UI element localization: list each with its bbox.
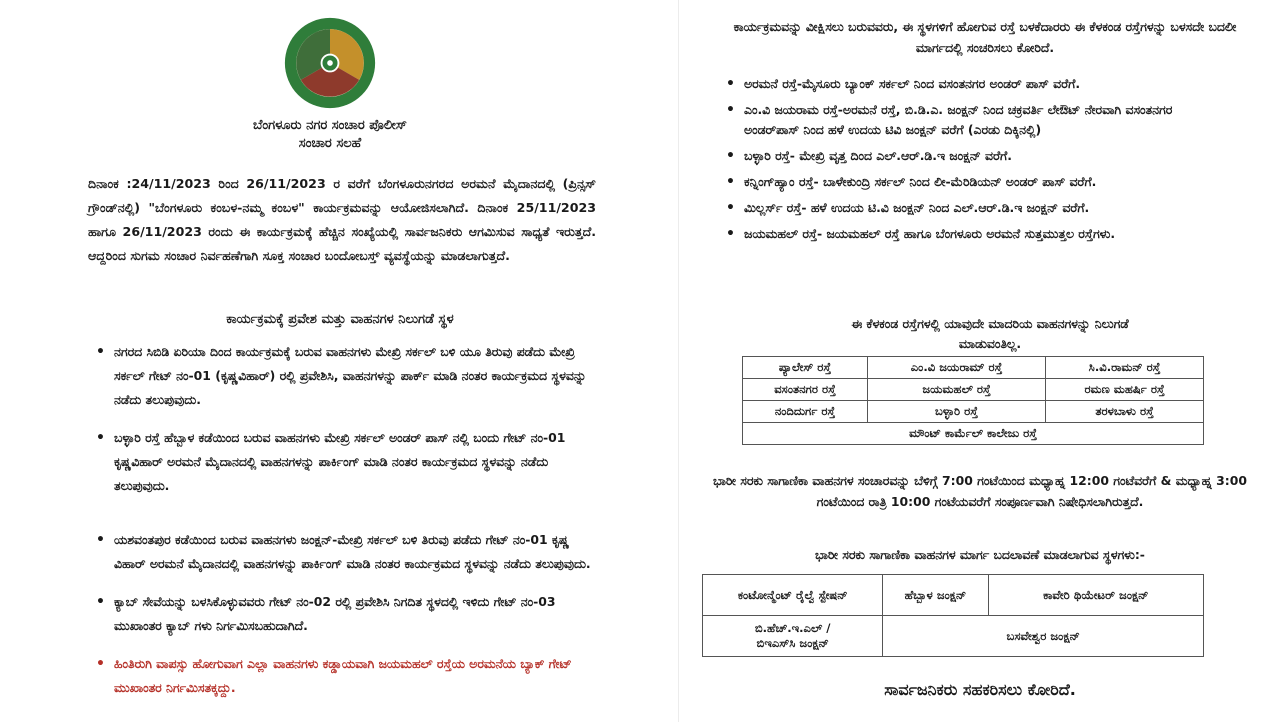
list-item: • ಮಿಲ್ಲರ್ಸ್ ರಸ್ತೆ- ಹಳೆ ಉದಯ ಟಿ.ವಿ ಜಂಕ್ಷನ್ ನಿಂದ ಎಲ್.ಆರ್.ಡಿ.ಇ ಜಂಕ್ಷನ್ ವರೆಗೆ.	[726, 200, 1090, 216]
table-cell: ಪ್ಯಾಲೇಸ್ ರಸ್ತೆ	[743, 357, 868, 379]
table-row	[743, 423, 1204, 445]
road-list	[722, 74, 1212, 244]
table-cell: ಮೌಂಟ್ ಕಾರ್ಮೆಲ್ ಕಾಲೇಜು ರಸ್ತೆ	[743, 423, 1204, 445]
traffic-police-emblem-icon	[283, 16, 377, 110]
cell-line: ಬಿಇಎಸ್‌ಸಿ ಜಂಕ್ಷನ್	[756, 636, 829, 650]
list-item: • ಎಂ.ವಿ ಜಯರಾಮ ರಸ್ತೆ-ಅರಮನೆ ರಸ್ತೆ, ಬಿ.ಡಿ.ಎ. ಜಂಕ್ಷನ್ ನಿಂದ ಚಕ್ರವರ್ತಿ ಲೇಔಟ್ ನೇರವಾಗಿ ವಸಂತನಗರ ಅಂಡರ್‌ಪಾಸ್ ನಿಂದ ಹಳೆ ಉದಯ ಟಿವಿ ಜಂಕ್ಷನ್ ವರೆಗೆ (ಎರಡು ದಿಕ್ಕಿನಲ್ಲಿ)	[726, 102, 1173, 137]
table-cell: ಹೆಬ್ಬಾಳ ಜಂಕ್ಷನ್	[883, 575, 988, 616]
diversion-table	[702, 574, 1204, 657]
header-subtitle: ಸಂಚಾರ ಸಲಹೆ	[298, 136, 362, 151]
table-cell: ತರಳಬಾಳು ರಸ್ತೆ	[1046, 401, 1204, 423]
list-item: • ನಗರದ ಸಿಬಿಡಿ ಏರಿಯಾ ದಿಂದ ಕಾರ್ಯಕ್ರಮಕ್ಕೆ ಬರುವ ವಾಹನಗಳು ಮೇಖ್ರಿ ಸರ್ಕಲ್ ಬಳಿ ಯೂ ತಿರುವು ಪಡೆದು ಮೇಖ್ರಿ ಸರ್ಕಲ್ ಗೇಟ್ ನಂ-01 (ಕೃಷ್ಣವಿಹಾರ್) ರಲ್ಲಿ ಪ್ರವೇಶಿಸಿ, ವಾಹನಗಳನ್ನು ಪಾರ್ಕ್ ಮಾಡಿ ನಂತರ ಕಾರ್ಯಕ್ರಮದ ಸ್ಥಳವನ್ನು ನಡೆದು ತಲುಪುವುದು.	[96, 344, 587, 407]
exit-warning-item: • ಹಿಂತಿರುಗಿ ವಾಪಸ್ಸು ಹೋಗುವಾಗ ಎಲ್ಲಾ ವಾಹನಗಳು ಕಡ್ಡಾಯವಾಗಿ ಜಯಮಹಲ್ ರಸ್ತೆಯ ಅರಮನೆಯ ಬ್ಯಾಕ್ ಗೇಟ್ ಮುಖಾಂತರ ನಿರ್ಗಮಿಸತಕ್ಕದ್ದು.	[96, 656, 572, 695]
table-row	[703, 616, 1204, 657]
entry-list	[92, 340, 592, 700]
list-item: • ಅರಮನೆ ರಸ್ತೆ-ಮೈಸೂರು ಬ್ಯಾಂಕ್ ಸರ್ಕಲ್ ನಿಂದ ವಸಂತನಗರ ಅಂಡರ್ ಪಾಸ್ ವರೆಗೆ.	[726, 76, 1081, 92]
table-cell: ಕಾವೇರಿ ಥಿಯೇಟರ್ ಜಂಕ್ಷನ್	[988, 575, 1203, 616]
avoid-roads-intro: ಕಾರ್ಯಕ್ರಮವನ್ನು ವೀಕ್ಷಿಸಲು ಬರುವವರು, ಈ ಸ್ಥಳಗಳಿಗೆ ಹೋಗುವ ರಸ್ತೆ ಬಳಕೆದಾರರು ಈ ಕೆಳಕಂಡ ರಸ್ತೆಗಳನ್ನು ಬಳಸದೇ ಬದಲೀ ಮಾರ್ಗದಲ್ಲಿ ಸಂಚರಿಸಲು ಕೋರಿದೆ.	[733, 19, 1237, 55]
list-item: • ಜಯಮಹಲ್ ರಸ್ತೆ- ಜಯಮಹಲ್ ರಸ್ತೆ ಹಾಗೂ ಬೆಂಗಳೂರು ಅರಮನೆ ಸುತ್ತಮುತ್ತಲ ರಸ್ತೆಗಳು.	[726, 226, 1116, 242]
table-cell: ರಮಣ ಮಹರ್ಷಿ ರಸ್ತೆ	[1046, 379, 1204, 401]
diversion-heading: ಭಾರೀ ಸರಕು ಸಾಗಾಣಿಕಾ ವಾಹನಗಳ ಮಾರ್ಗ ಬದಲಾವಣೆ ಮಾಡಲಾಗುವ ಸ್ಥಳಗಳು:-	[815, 547, 1145, 562]
list-item: • ಬಳ್ಳಾರಿ ರಸ್ತೆ- ಮೇಖ್ರಿ ವೃತ್ತ ದಿಂದ ಎಲ್.ಆರ್.ಡಿ.ಇ ಜಂಕ್ಷನ್ ವರೆಗೆ.	[726, 148, 1012, 164]
section-heading: ಕಾರ್ಯಕ್ರಮಕ್ಕೆ ಪ್ರವೇಶ ಮತ್ತು ವಾಹನಗಳ ನಿಲುಗಡೆ ಸ್ಥಳ	[226, 312, 454, 327]
list-item: • ಕ್ಯಾಬ್ ಸೇವೆಯನ್ನು ಬಳಸಿಕೊಳ್ಳುವವರು ಗೇಟ್ ನಂ-02 ರಲ್ಲಿ ಪ್ರವೇಶಿಸಿ ನಿಗದಿತ ಸ್ಥಳದಲ್ಲಿ ಇಳಿದು ಗೇಟ್ ನಂ-03 ಮುಖಾಂತರ ಕ್ಯಾಬ್ ಗಳು ನಿರ್ಗಮಿಸಬಹುದಾಗಿದೆ.	[96, 594, 556, 633]
table-row	[743, 357, 1204, 379]
list-item: • ಬಳ್ಳಾರಿ ರಸ್ತೆ ಹೆಬ್ಬಾಳ ಕಡೆಯಿಂದ ಬರುವ ವಾಹನಗಳು ಮೇಖ್ರಿ ಸರ್ಕಲ್ ಅಂಡರ್ ಪಾಸ್ ನಲ್ಲಿ ಬಂದು ಗೇಟ್ ನಂ-01 ಕೃಷ್ಣವಿಹಾರ್ ಅರಮನೆ ಮೈದಾನದಲ್ಲಿ ವಾಹನಗಳನ್ನು ಪಾರ್ಕಿಂಗ್ ಮಾಡಿ ನಂತರ ಕಾರ್ಯಕ್ರಮದ ಸ್ಥಳವನ್ನು ನಡೆದು ತಲುಪುವುದು.	[96, 430, 566, 493]
table-row	[743, 379, 1204, 401]
cell-line: ಬಿ.ಹೆಚ್.ಇ.ಎಲ್ /	[754, 621, 831, 635]
table-cell: ಜಯಮಹಲ್ ರಸ್ತೆ	[867, 379, 1045, 401]
list-item: • ಯಶವಂತಪುರ ಕಡೆಯಿಂದ ಬರುವ ವಾಹನಗಳು ಜಂಕ್ಷನ್-ಮೇಖ್ರಿ ಸರ್ಕಲ್ ಬಳಿ ತಿರುವು ಪಡೆದು ಗೇಟ್ ನಂ-01 ಕೃಷ್ಣ ವಿಹಾರ್ ಅರಮನೆ ಮೈದಾನದಲ್ಲಿ ವಾಹನಗಳನ್ನು ಪಾರ್ಕಿಂಗ್ ಮಾಡಿ ನಂತರ ಕಾರ್ಯಕ್ರಮದ ಸ್ಥಳವನ್ನು ನಡೆದು ತಲುಪುವುದು.	[96, 532, 591, 571]
intro-paragraph: ದಿನಾಂಕ :24/11/2023 ರಿಂದ 26/11/2023 ರ ವರೆಗೆ ಬೆಂಗಳೂರುನಗರದ ಅರಮನೆ ಮೈದಾನದಲ್ಲಿ (ಪ್ರಿನ್ಸಸ್ ಗ್ರೌಂಡ್‌ನಲ್ಲಿ) "ಬೆಂಗಳೂರು ಕಂಬಳ-ನಮ್ಮ ಕಂಬಳ" ಕಾರ್ಯಕ್ರಮವನ್ನು ಆಯೋಜಿಸಲಾಗಿದೆ. ದಿನಾಂಕ 25/11/2023 ಹಾಗೂ 26/11/2023 ರಂದು ಈ ಕಾರ್ಯಕ್ರಮಕ್ಕೆ ಹೆಚ್ಚಿನ ಸಂಖ್ಯೆಯಲ್ಲಿ ಸಾರ್ವಜನಿಕರು ಆಗಮಿಸುವ ಸಾಧ್ಯತೆ ಇರುತ್ತದೆ. ಆದ್ದರಿಂದ ಸುಗಮ ಸಂಚಾರ ನಿರ್ವಹಣೆಗಾಗಿ ಸೂಕ್ತ ಸಂಚಾರ ಬಂದೋಬಸ್ತ್ ವ್ಯವಸ್ಥೆಯನ್ನು ಮಾಡಲಾಗುತ್ತದೆ.	[88, 176, 596, 263]
page-divider	[678, 0, 679, 722]
no-parking-table	[742, 356, 1204, 445]
header-title: ಬೆಂಗಳೂರು ನಗರ ಸಂಚಾರ ಪೊಲೀಸ್	[253, 118, 407, 133]
table-cell: ಬಸವೇಶ್ವರ ಜಂಕ್ಷನ್	[883, 616, 1204, 657]
table-cell: ನಂದಿದುರ್ಗ ರಸ್ತೆ	[743, 401, 868, 423]
table-row	[703, 575, 1204, 616]
table-cell	[703, 616, 883, 657]
table-row	[743, 401, 1204, 423]
table-cell: ಸಿ.ವಿ.ರಾಮನ್ ರಸ್ತೆ	[1046, 357, 1204, 379]
closing-note: ಸಾರ್ವಜನಿಕರು ಸಹಕರಿಸಲು ಕೋರಿದೆ.	[884, 680, 1076, 699]
right-page	[700, 0, 1280, 722]
heavy-vehicle-notice: ಭಾರೀ ಸರಕು ಸಾಗಾಣಿಕಾ ವಾಹನಗಳ ಸಂಚಾರವನ್ನು ಬೆಳಿಗ್ಗೆ 7:00 ಗಂಟೆಯಿಂದ ಮಧ್ಯಾಹ್ನ 12:00 ಗಂಟೆವರೆಗೆ & ಮಧ್ಯಾಹ್ನ 3:00 ಗಂಟೆಯಿಂದ ರಾತ್ರಿ 10:00 ಗಂಟೆಯವರೆಗೆ ಸಂಪೂರ್ಣವಾಗಿ ನಿಷೇಧಿಸಲಾಗಿರುತ್ತದೆ.	[713, 473, 1247, 509]
table-cell: ಕಂಟೋನ್ಮೆಂಟ್ ರೈಲ್ವೆ ಸ್ಟೇಷನ್	[703, 575, 883, 616]
table-cell: ಬಳ್ಳಾರಿ ರಸ್ತೆ	[867, 401, 1045, 423]
list-item: • ಕನ್ನಿಂಗ್‌ಹ್ಯಾಂ ರಸ್ತೆ- ಬಾಳೇಕುಂದ್ರಿ ಸರ್ಕಲ್ ನಿಂದ ಲೀ-ಮೆರಿಡಿಯನ್ ಅಂಡರ್ ಪಾಸ್ ವರೆಗೆ.	[726, 174, 1097, 190]
no-parking-heading: ಈ ಕೆಳಕಂಡ ರಸ್ತೆಗಳಲ್ಲಿ ಯಾವುದೇ ಮಾದರಿಯ ವಾಹನಗಳನ್ನು ನಿಲುಗಡೆ ಮಾಡುವಂತಿಲ್ಲ.	[851, 316, 1129, 351]
table-cell: ವಸಂತನಗರ ರಸ್ತೆ	[743, 379, 868, 401]
table-cell: ಎಂ.ವಿ ಜಯರಾಮ್ ರಸ್ತೆ	[867, 357, 1045, 379]
